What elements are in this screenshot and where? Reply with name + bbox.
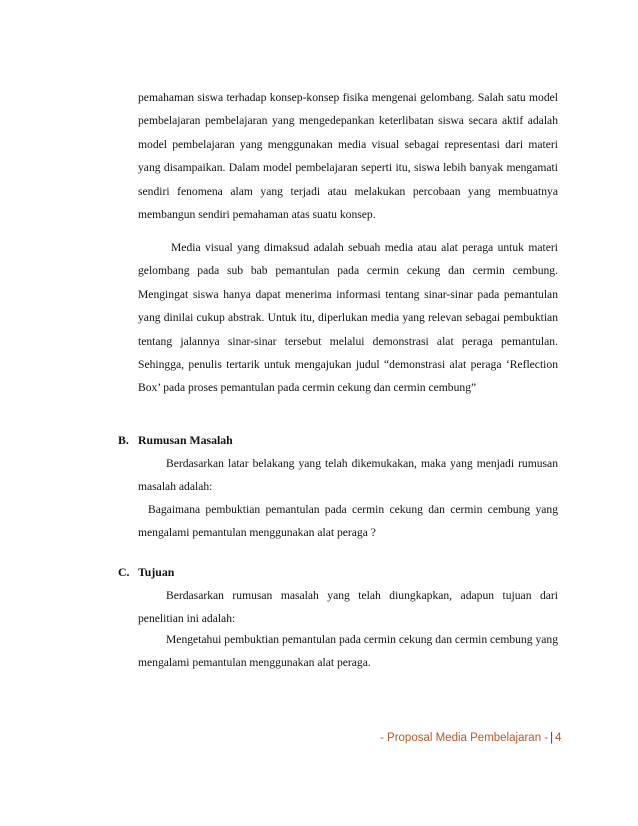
footer-separator: | [550,732,554,744]
section-c-heading [118,562,174,582]
section-b-number: B. [118,433,129,447]
section-b-paragraph-1: Berdasarkan latar belakang yang telah dikemukakan, maka yang menjadi rumusan masalah adalah: [138,457,558,494]
page-footer [380,732,562,744]
page-number: 4 [555,732,562,744]
intro-paragraph-2: Media visual yang dimaksud adalah sebuah media atau alat peraga untuk materi gelombang pada sub bab pemantulan pada cermin cekung dan cermin cembung. Mengingat siswa hanya dapat menerima informasi tentang sinar-sinar pada pemantulan yang dinilai cukup abstrak. Untuk itu, diperlukan media yang relevan sebagai pembuktian tentang jalannya sinar-sinar tersebut melalui demonstrasi alat peraga pemantulan. Sehingga, penulis tertarik untuk mengajukan judul “demonstrasi alat peraga ‘Reflection Box’ pada proses pemantulan pada cermin cekung dan cermin cembung” [138,241,558,395]
section-b-paragraph-2: Bagaimana pembuktian pemantulan pada cermin cekung dan cermin cembung yang mengalami pemantulan menggunakan alat peraga ? [138,503,558,540]
footer-label: - Proposal Media Pembelajaran - [380,732,549,744]
section-b-heading [118,430,233,450]
section-c-paragraph-1: Berdasarkan rumusan masalah yang telah diungkapkan, adapun tujuan dari penelitian ini adalah: [138,589,558,626]
section-b-title: Rumusan Masalah [138,433,233,447]
section-c-paragraph-2: Mengetahui pembuktian pemantulan pada cermin cekung dan cermin cembung yang mengalami pemantulan menggunakan alat peraga. [138,633,558,670]
section-c-title: Tujuan [138,565,175,579]
intro-paragraph-1: pemahaman siswa terhadap konsep-konsep fisika mengenai gelombang. Salah satu model pembelajaran pembelajaran yang mengedepankan keterlibatan siswa secara aktif adalah model pembelajaran yang menggunakan media visual sebagai representasi dari materi yang disampaikan. Dalam model pembelajaran seperti itu, siswa lebih banyak mengamati sendiri fenomena alam yang terjadi atau melakukan percobaan yang membuatnya membangun sendiri pemahaman atas suatu konsep. [138,91,558,222]
section-c-number: C. [118,565,130,579]
